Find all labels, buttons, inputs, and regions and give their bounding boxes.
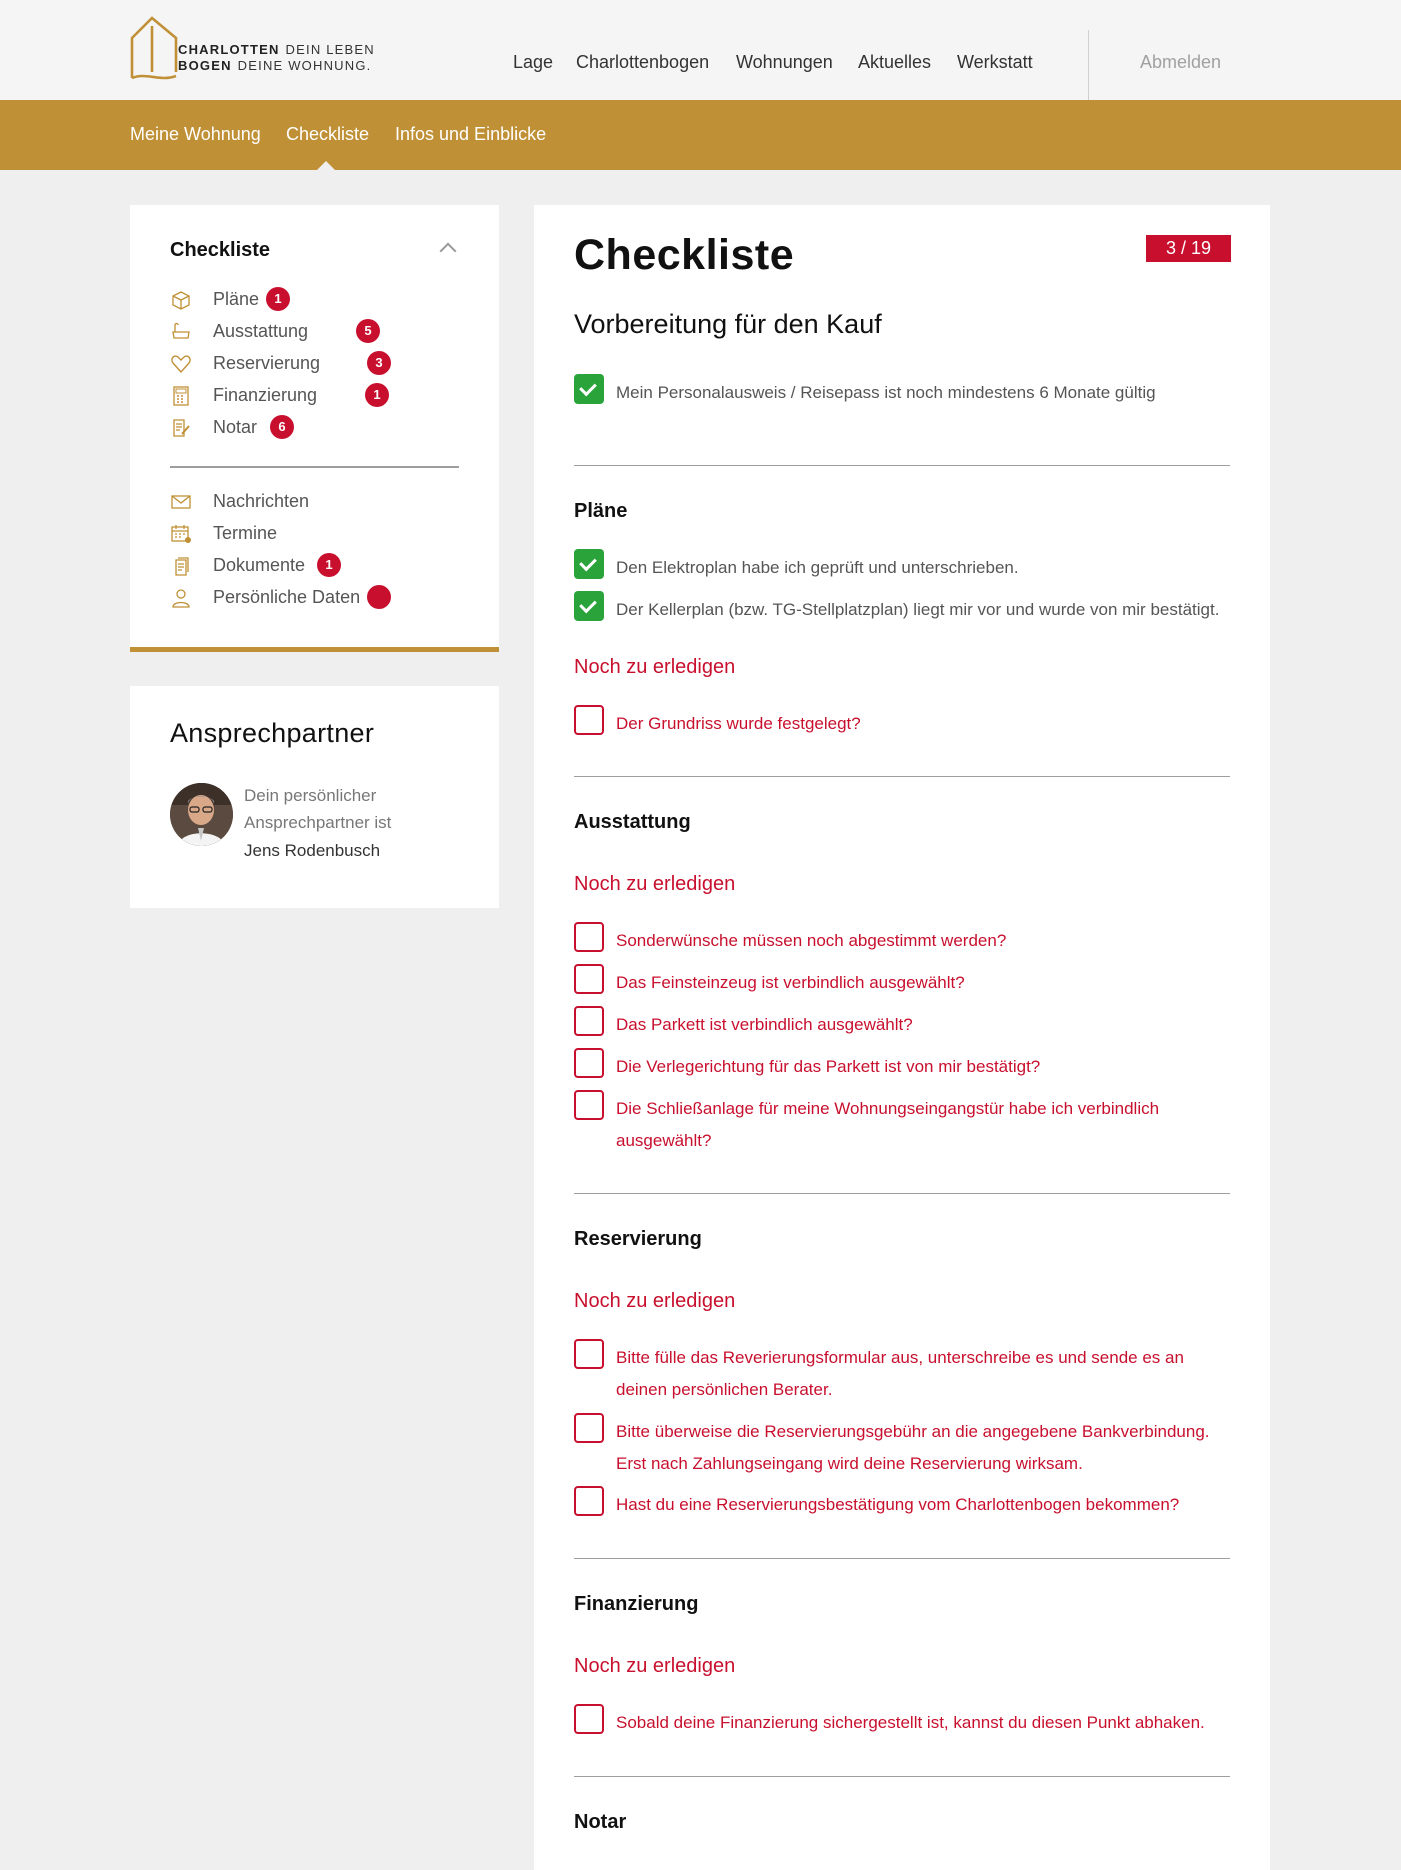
sidebar-item-label: Persönliche Daten bbox=[213, 587, 361, 607]
sidebar-item-label: Dokumente bbox=[213, 555, 306, 575]
checklist-item-text: Mein Personalausweis / Reisepass ist noch mindestens 6 Monate gültig bbox=[616, 383, 1156, 402]
checklist-subtitle: Vorbereitung für den Kauf bbox=[574, 309, 882, 339]
checklist-item-text: Der Kellerplan (bzw. TG-Stellplatzplan) liegt mir vor und wurde von mir bestätigt. bbox=[616, 600, 1220, 619]
status-dot bbox=[367, 585, 391, 609]
checkbox-unchecked[interactable] bbox=[574, 1339, 604, 1369]
checklist-sidebar bbox=[130, 205, 499, 652]
sub-navigation bbox=[0, 100, 1401, 170]
checklist-item-text: Der Grundriss wurde festgelegt? bbox=[616, 714, 861, 733]
brand-wordmark: CHARLOTTEN DEIN LEBEN BOGEN DEINE WOHNUNG. bbox=[178, 42, 375, 73]
chevron-up-icon[interactable] bbox=[440, 243, 457, 260]
count-badge: 3 bbox=[367, 351, 391, 375]
sidebar-item-persoenliche-daten[interactable] bbox=[170, 585, 470, 611]
progress-counter-badge: 3 / 19 bbox=[1146, 235, 1231, 262]
checkbox-unchecked[interactable] bbox=[574, 705, 604, 735]
document-edit-icon bbox=[170, 417, 192, 439]
section-title-ausstattung: Ausstattung bbox=[574, 811, 691, 833]
checklist-panel bbox=[534, 205, 1270, 1870]
sidebar-item-reservierung[interactable] bbox=[170, 351, 470, 377]
site-header bbox=[0, 0, 1401, 100]
checklist-item-text: Die Schließanlage für meine Wohnungseingangstür habe ich verbindlich ausgewählt? bbox=[616, 1099, 1160, 1150]
person-photo-icon bbox=[170, 783, 233, 846]
sidebar-item-label: Pläne bbox=[213, 289, 260, 309]
logout-link[interactable]: Abmelden bbox=[1140, 52, 1222, 72]
nav-link-werkstatt[interactable]: Werkstatt bbox=[957, 52, 1033, 72]
count-badge: 1 bbox=[365, 383, 389, 407]
header-divider bbox=[1088, 30, 1089, 100]
checklist-item-text: Den Elektroplan habe ich geprüft und unterschrieben. bbox=[616, 558, 1019, 577]
todo-heading: Noch zu erledigen bbox=[574, 656, 736, 678]
bathtub-icon bbox=[170, 321, 192, 343]
checkbox-unchecked[interactable] bbox=[574, 964, 604, 994]
checkbox-unchecked[interactable] bbox=[574, 1704, 604, 1734]
contact-card bbox=[130, 686, 499, 908]
checkbox-checked[interactable] bbox=[574, 549, 604, 579]
count-badge: 6 bbox=[270, 415, 294, 439]
count-badge: 1 bbox=[266, 287, 290, 311]
todo-heading: Noch zu erledigen bbox=[574, 1290, 736, 1312]
section-divider bbox=[574, 1193, 1230, 1194]
sidebar-item-label: Reservierung bbox=[213, 353, 321, 373]
checkbox-unchecked[interactable] bbox=[574, 922, 604, 952]
nav-link-lage[interactable]: Lage bbox=[513, 52, 554, 72]
checklist-item-text: Das Parkett ist verbindlich ausgewählt? bbox=[616, 1015, 913, 1034]
checklist-item-text: Die Verlegerichtung für das Parkett ist von mir bestätigt? bbox=[616, 1057, 1041, 1076]
todo-heading: Noch zu erledigen bbox=[574, 1655, 736, 1677]
sidebar-item-notar[interactable] bbox=[170, 415, 470, 441]
section-title-plaene: Pläne bbox=[574, 500, 628, 522]
brand-logo[interactable] bbox=[130, 16, 390, 86]
page-title: Checkliste bbox=[574, 231, 795, 279]
sidebar-item-finanzierung[interactable] bbox=[170, 383, 470, 409]
checklist-item-text: Sonderwünsche müssen noch abgestimmt werden? bbox=[616, 931, 1007, 950]
sidebar-item-termine[interactable] bbox=[170, 521, 470, 547]
avatar bbox=[170, 783, 233, 846]
calendar-icon bbox=[170, 523, 192, 545]
section-divider bbox=[574, 1558, 1230, 1559]
sidebar-item-label: Termine bbox=[213, 523, 278, 543]
sidebar-item-label: Finanzierung bbox=[213, 385, 318, 405]
checkbox-unchecked[interactable] bbox=[574, 1048, 604, 1078]
section-title-reservierung: Reservierung bbox=[574, 1228, 702, 1250]
nav-link-wohnungen[interactable]: Wohnungen bbox=[736, 52, 833, 72]
contact-intro-line2: Ansprechpartner ist bbox=[244, 813, 392, 832]
checklist-item-text: Das Feinsteinzeug ist verbindlich ausgewählt? bbox=[616, 973, 965, 992]
section-divider bbox=[574, 776, 1230, 777]
checkbox-unchecked[interactable] bbox=[574, 1486, 604, 1516]
section-divider bbox=[574, 465, 1230, 466]
heart-icon bbox=[170, 353, 192, 375]
checklist-item-text: Bitte fülle das Reverierungsformular aus, unterschreibe es und sende es an deinen persönlichen Berater. bbox=[616, 1348, 1184, 1399]
checklist-item-text: Sobald deine Finanzierung sichergestellt ist, kannst du diesen Punkt abhaken. bbox=[616, 1713, 1205, 1732]
checkbox-unchecked[interactable] bbox=[574, 1006, 604, 1036]
subnav-infos-einblicke[interactable]: Infos und Einblicke bbox=[395, 124, 547, 144]
checkbox-unchecked[interactable] bbox=[574, 1090, 604, 1120]
sidebar-item-plaene[interactable] bbox=[170, 287, 470, 313]
subnav-checkliste[interactable]: Checkliste bbox=[286, 124, 370, 144]
contact-name[interactable]: Jens Rodenbusch bbox=[244, 841, 381, 860]
nav-link-charlottenbogen[interactable]: Charlottenbogen bbox=[576, 52, 710, 72]
checkbox-checked[interactable] bbox=[574, 374, 604, 404]
sidebar-item-label: Notar bbox=[213, 417, 258, 437]
section-title-notar: Notar bbox=[574, 1811, 627, 1833]
envelope-icon bbox=[170, 491, 192, 513]
calculator-icon bbox=[170, 385, 192, 407]
subnav-meine-wohnung[interactable]: Meine Wohnung bbox=[130, 124, 261, 144]
contact-title: Ansprechpartner bbox=[170, 718, 375, 748]
documents-icon bbox=[170, 555, 192, 577]
sidebar-title: Checkliste bbox=[170, 239, 271, 261]
section-title-finanzierung: Finanzierung bbox=[574, 1593, 699, 1615]
checkbox-checked[interactable] bbox=[574, 591, 604, 621]
sidebar-divider bbox=[170, 466, 459, 468]
checklist-item-text: Hast du eine Reservierungsbestätigung vom Charlottenbogen bekommen? bbox=[616, 1495, 1180, 1514]
sidebar-item-ausstattung[interactable] bbox=[170, 319, 470, 345]
count-badge: 1 bbox=[317, 553, 341, 577]
sidebar-item-nachrichten[interactable] bbox=[170, 489, 470, 515]
active-indicator bbox=[317, 161, 335, 170]
section-divider bbox=[574, 1776, 1230, 1777]
sidebar-item-dokumente[interactable] bbox=[170, 553, 470, 579]
cube-icon bbox=[170, 289, 192, 311]
nav-link-aktuelles[interactable]: Aktuelles bbox=[858, 52, 932, 72]
sidebar-item-label: Nachrichten bbox=[213, 491, 310, 511]
house-logo-icon bbox=[130, 16, 178, 86]
contact-intro-line1: Dein persönlicher bbox=[244, 786, 377, 805]
todo-heading: Noch zu erledigen bbox=[574, 873, 736, 895]
sidebar-item-label: Ausstattung bbox=[213, 321, 309, 341]
user-icon bbox=[170, 587, 192, 609]
checkbox-unchecked[interactable] bbox=[574, 1413, 604, 1443]
checklist-item-text: Bitte überweise die Reservierungsgebühr an die angegebene Bankverbindung. Erst nach Zahlungseingang wird deine Reservierung wirksam. bbox=[616, 1422, 1210, 1473]
count-badge: 5 bbox=[356, 319, 380, 343]
